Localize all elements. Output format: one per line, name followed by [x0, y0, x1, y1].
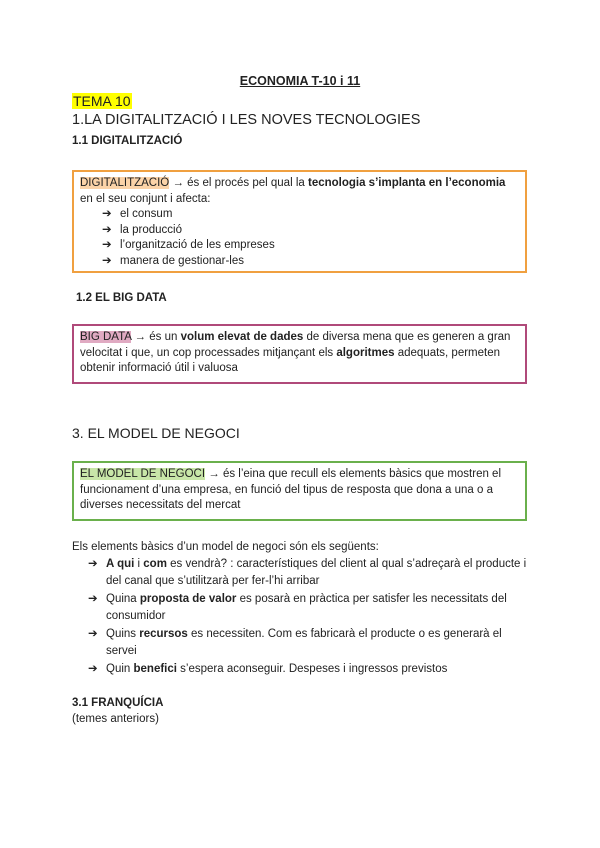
arrow-icon: ➔	[102, 223, 112, 236]
definition-text: és el procés pel qual la	[183, 177, 308, 189]
model-negoci-definition-box	[72, 461, 527, 521]
definition-bold: volum elevat de dades	[180, 331, 304, 343]
affects-list	[80, 207, 519, 269]
sub12-heading: 1.2 EL BIG DATA	[76, 292, 167, 304]
arrow-icon: ➔	[88, 628, 98, 640]
big-data-term: BIG DATA	[80, 331, 132, 343]
list-item-text: manera de gestionar-les	[120, 254, 245, 267]
element-text: es vendrà? : característiques del client al qual s’adreçarà el producte i del canal que s’utilitzarà per fer-l’hi arribar	[106, 558, 527, 587]
list-item	[102, 254, 519, 270]
element-bold: benefici	[133, 663, 177, 675]
digitalitzacio-term: DIGITALITZACIÓ	[80, 177, 170, 189]
definition-text: adequats, permeten obtenir informació útil i valuosa	[80, 346, 501, 374]
list-item	[88, 661, 528, 678]
element-text: es necessiten. Com es fabricarà el producte o es generarà el servei	[106, 628, 502, 657]
list-item	[102, 207, 519, 223]
big-data-definition-box	[72, 324, 527, 384]
definition-text: és l’eina que recull els elements bàsics que mostren el funcionament d’una empresa, en funció del tipus de resposta que dona a una o a diverses necessitats del mercat	[80, 468, 502, 511]
element-bold: recursos	[139, 628, 188, 640]
element-text: es posarà en pràctica per satisfer les necessitats del consumidor	[106, 593, 507, 622]
list-item	[88, 556, 528, 590]
arrow-icon: ➔	[102, 239, 112, 251]
list-item-text: la producció	[120, 223, 183, 236]
elements-intro: Els elements bàsics d’un model de negoci són els següents:	[72, 541, 379, 553]
definition-arrow: →	[134, 331, 147, 343]
arrow-icon: ➔	[102, 208, 112, 220]
section1-heading: 1.LA DIGITALITZACIÓ I LES NOVES TECNOLOGIES	[72, 112, 421, 128]
definition-arrow: →	[172, 177, 184, 189]
elements-list	[88, 556, 528, 679]
list-item	[102, 238, 519, 254]
element-text: i	[134, 558, 144, 570]
list-item	[88, 591, 528, 625]
arrow-icon: ➔	[88, 593, 98, 605]
list-item	[88, 626, 528, 660]
definition-bold: tecnologia s’implanta en l’economia	[307, 177, 506, 189]
element-text: Quin	[106, 663, 134, 675]
list-item	[102, 223, 519, 239]
element-text: Quins	[106, 628, 140, 640]
sub11-heading: 1.1 DIGITALITZACIÓ	[72, 135, 183, 147]
document-title: ECONOMIA T-10 i 11	[239, 74, 361, 88]
tema-label: TEMA 10	[73, 93, 131, 109]
element-text: Quina	[106, 593, 140, 605]
definition-arrow: →	[208, 468, 220, 480]
definition-text: en el seu conjunt i afecta:	[80, 192, 211, 205]
element-bold: proposta de valor	[139, 593, 237, 605]
element-text: s’espera aconseguir. Despeses i ingressos previstos	[176, 663, 448, 675]
list-item-text: el consum	[120, 208, 173, 220]
definition-text: de diversa mena que es generen a gran velocitat i que, un cop processades mitjançant els	[80, 331, 511, 359]
list-item-text: l’organització de les empreses	[120, 239, 275, 251]
definition-bold: algoritmes	[336, 346, 395, 359]
digitalitzacio-definition-box	[72, 170, 527, 273]
element-bold: com	[143, 558, 167, 570]
arrow-icon: ➔	[88, 663, 98, 675]
section3-heading: 3. EL MODEL DE NEGOCI	[72, 425, 240, 441]
definition-text: és un	[146, 331, 181, 343]
sub31-note: (temes anteriors)	[72, 713, 159, 725]
model-negoci-term: EL MODEL DE NEGOCI	[80, 468, 206, 480]
arrow-icon: ➔	[102, 254, 112, 267]
element-bold: A qui	[106, 558, 135, 570]
sub31-heading: 3.1 FRANQUÍCIA	[72, 697, 164, 709]
arrow-icon: ➔	[88, 558, 98, 570]
